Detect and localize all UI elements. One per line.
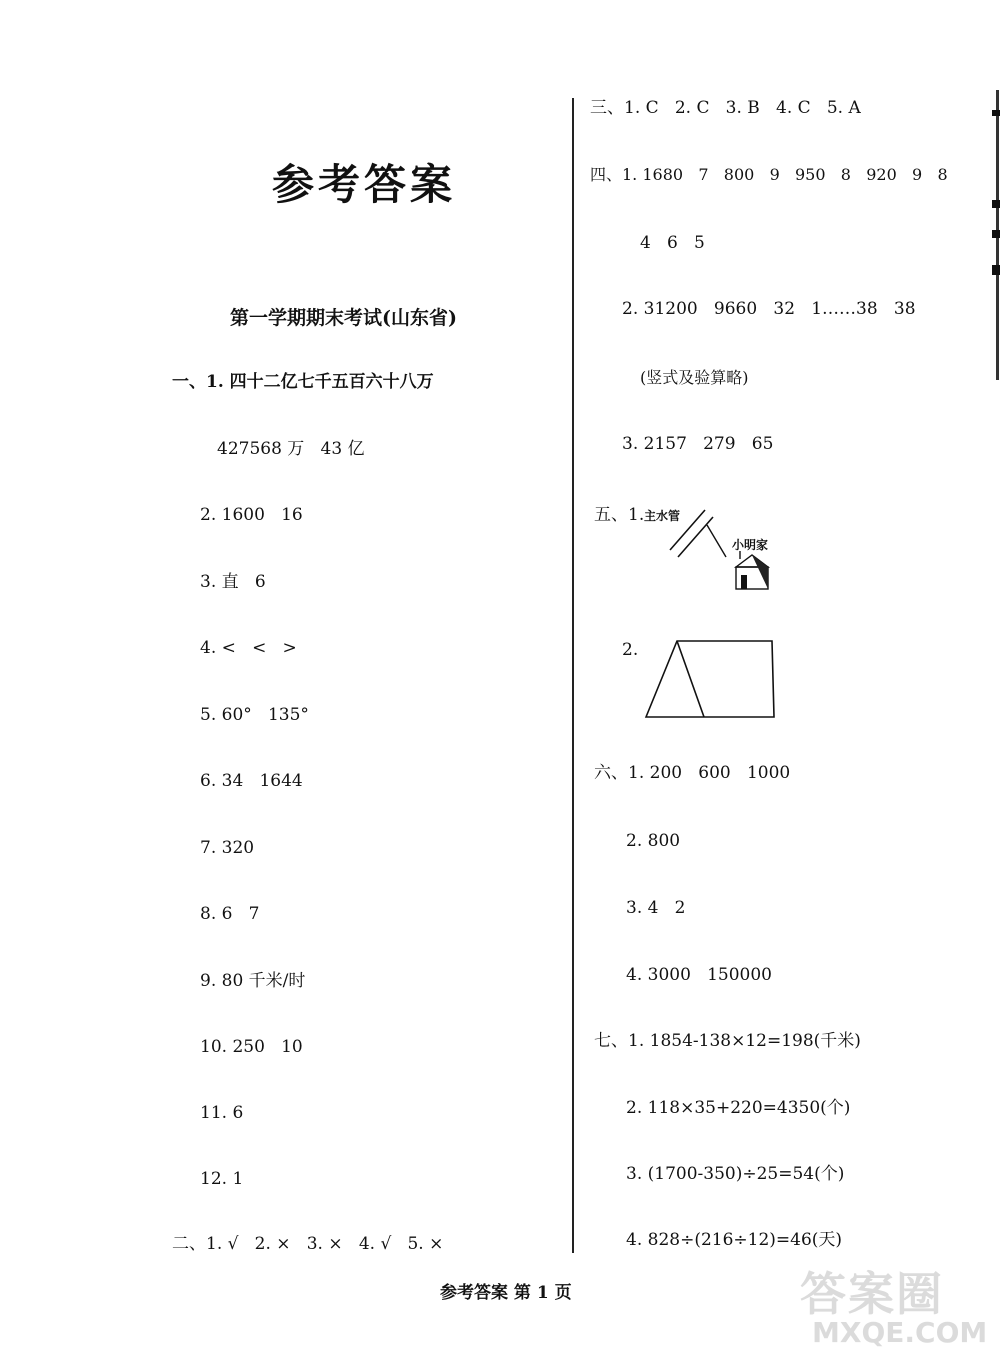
answer-7-2: 2. 118×35+220=4350(个) [626, 1098, 851, 1118]
answer-7-1: 七、1. 1854-138×12=198(千米) [594, 1031, 861, 1051]
answer-4-1: 四、1. 1680 7 800 9 950 8 920 9 8 [590, 165, 948, 184]
exam-subtitle: 第一学期期末考试(山东省) [230, 307, 457, 329]
answer-5-2: 2. [622, 640, 639, 660]
main-pipe-label: 主水管 [644, 509, 681, 523]
answer-6-2: 2. 800 [626, 831, 681, 851]
answer-7-3: 3. (1700-350)÷25=54(个) [626, 1164, 845, 1184]
answer-1-5: 5. 60° 135° [200, 705, 309, 725]
pipe-diagram [660, 505, 780, 595]
answer-1-6: 6. 34 1644 [200, 771, 303, 791]
page-footer: 参考答案 第 1 页 [440, 1283, 572, 1303]
answer-2: 二、1. √ 2. × 3. × 4. √ 5. × [172, 1234, 444, 1254]
answer-1-1-numbers: 427568 万 43 亿 [217, 439, 365, 459]
answer-6-4: 4. 3000 150000 [626, 965, 772, 985]
watermark-logo-text: 答案圈 [800, 1267, 944, 1321]
answer-4-3: 3. 2157 279 65 [622, 434, 774, 454]
answer-4-2: 2. 31200 9660 32 1……38 38 [622, 299, 916, 319]
answer-1-11: 11. 6 [200, 1103, 244, 1123]
answer-4-2-note: (竖式及验算略) [640, 368, 749, 387]
answer-1-2: 2. 1600 16 [200, 505, 303, 525]
answer-6-3: 3. 4 2 [626, 898, 686, 918]
column-divider [572, 98, 574, 1253]
scan-edge-marks [992, 90, 1000, 380]
answer-1-3: 3. 直 6 [200, 572, 266, 592]
answer-4-1-continued: 4 6 5 [640, 233, 705, 253]
answer-1-9: 9. 80 千米/时 [200, 971, 306, 991]
answer-1-8: 8. 6 7 [200, 904, 260, 924]
answer-1-12: 12. 1 [200, 1169, 244, 1189]
answer-1-7: 7. 320 [200, 838, 255, 858]
house-label: 小明家 [732, 538, 769, 552]
answer-5-1: 五、1. [594, 505, 645, 525]
answer-6-1: 六、1. 200 600 1000 [594, 763, 791, 783]
house-icon [736, 551, 768, 589]
answer-1-4: 4. < < > [200, 638, 297, 658]
answer-3: 三、1. C 2. C 3. B 4. C 5. A [590, 98, 861, 118]
answer-7-4: 4. 828÷(216÷12)=46(天) [626, 1230, 843, 1250]
watermark-url: MXQE.COM [812, 1316, 988, 1349]
page-title: 参考答案 [272, 160, 457, 209]
answer-1-10: 10. 250 10 [200, 1037, 303, 1057]
answer-1-1: 一、1. 四十二亿七千五百六十八万 [172, 372, 434, 392]
tent-drawing [640, 635, 780, 725]
watermark [790, 1258, 998, 1352]
